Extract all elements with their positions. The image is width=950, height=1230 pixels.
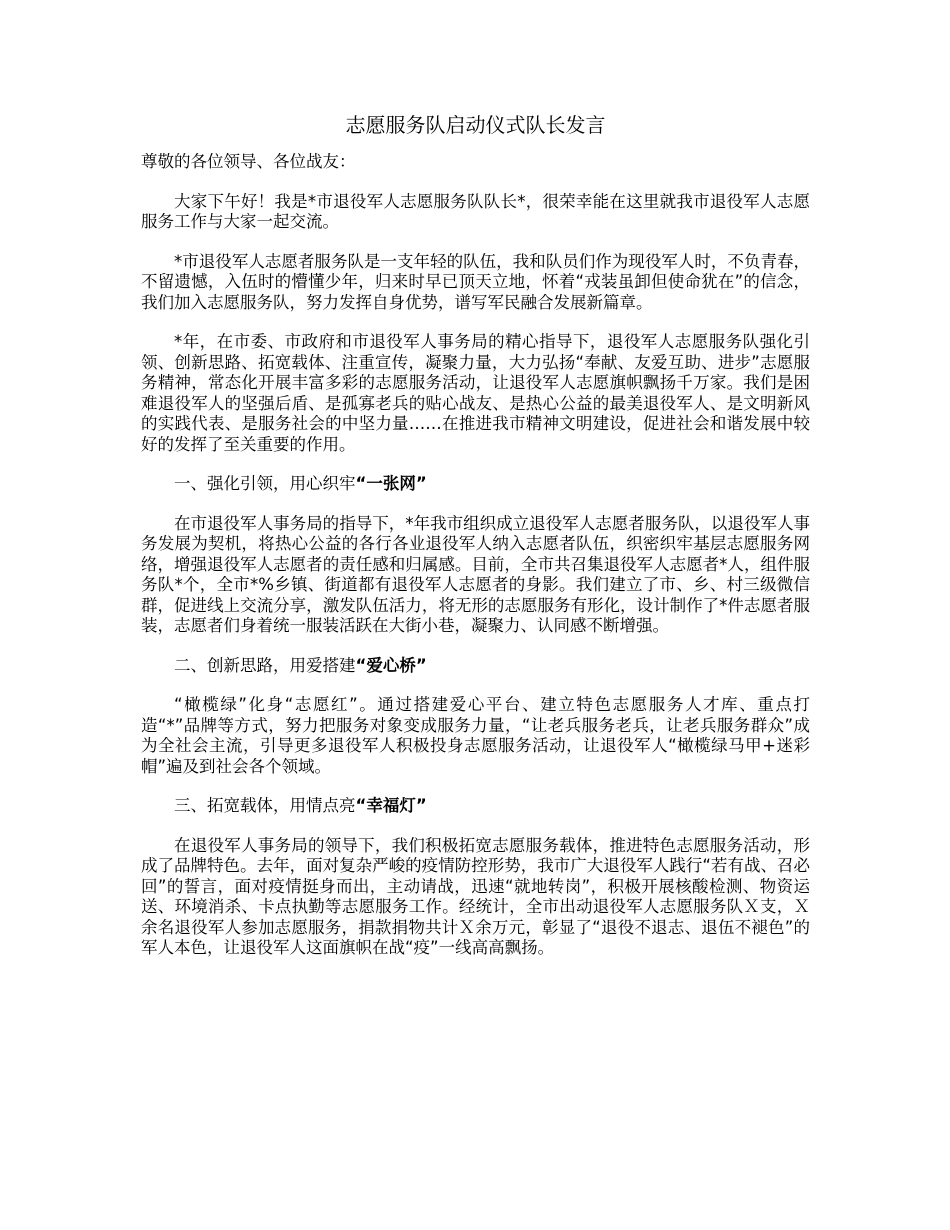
section-heading-1 (141, 474, 810, 495)
paragraph-greeting: 大家下午好！我是*市退役军人志愿服务队队长*，很荣幸能在这里就我市退役军人志愿服务工作与大家一起交流。 (141, 191, 810, 231)
section-heading-1-prefix: 一、强化引领，用心织牢 (174, 474, 356, 493)
section-heading-2-emphasis: “爱心桥” (355, 655, 427, 675)
paragraph-year-summary: *年，在市委、市政府和市退役军人事务局的精心指导下，退役军人志愿服务队强化引领、创新思路、拓宽载体、注重宣传，凝聚力量，大力弘扬“奉献、友爱互助、进步”志愿服务精神，常态化开展丰富多彩的志愿服务活动，让退役军人志愿旗帜飘扬千万家。我们是困难退役军人的坚强后盾、是孤寡老兵的贴心战友、是热心公益的最美退役军人、是文明新风的实践代表、是服务社会的中坚力量……在推进我市精神文明建设，促进社会和谐发展中较好的发挥了至关重要的作用。 (141, 332, 810, 454)
section-heading-1-emphasis: “一张网” (355, 474, 427, 493)
section-body-2: “橄榄绿”化身“志愿红”。通过搭建爱心平台、建立特色志愿服务人才库、重点打造“*”品牌等方式，努力把服务对象变成服务力量，“让老兵服务老兵，让老兵服务群众”成为全社会主流，引导更多退役军人积极投身志愿服务活动，让退役军人“橄榄绿马甲+迷彩帽”遍及到社会各个领域。 (141, 695, 810, 776)
paragraph-team-intro: *市退役军人志愿者服务队是一支年轻的队伍，我和队员们作为现役军人时，不负青春，不留遗憾，入伍时的懵懂少年，归来时早已顶天立地，怀着“戎装虽卸但使命犹在”的信念，我们加入志愿服务队，努力发挥自身优势，谱写军民融合发展新篇章。 (141, 251, 810, 312)
document-title: 志愿服务队启动仪式队长发言 (345, 113, 606, 137)
section-heading-2-prefix: 二、创新思路，用爱搭建 (174, 655, 356, 675)
section-body-1: 在市退役军人事务局的指导下，*年我市组织成立退役军人志愿者服务队，以退役军人事务发展为契机，将热心公益的各行各业退役军人纳入志愿者队伍，织密织牢基层志愿服务网络，增强退役军人志愿者的责任感和归属感。目前，全市共召集退役军人志愿者*人，组件服务队*个，全市*%乡镇、街道都有退役军人志愿者的身影。我们建立了市、乡、村三级微信群，促进线上交流分享，激发队伍活力，将无形的志愿服务有形化，设计制作了*件志愿者服装，志愿者们身着统一服装活跃在大街小巷，凝聚力、认同感不断增强。 (141, 513, 810, 635)
section-heading-3 (141, 796, 810, 817)
section-heading-3-emphasis: “幸福灯” (355, 796, 427, 815)
section-heading-3-prefix: 三、拓宽载体，用情点亮 (174, 796, 356, 815)
document-page (141, 110, 810, 978)
section-body-3: 在退役军人事务局的领导下，我们积极拓宽志愿服务载体，推进特色志愿服务活动，形成了品牌特色。去年，面对复杂严峻的疫情防控形势，我市广大退役军人践行“若有战、召必回”的誓言，面对疫情挺身而出，主动请战，迅速“就地转岗”，积极开展核酸检测、物资运送、环境消杀、卡点执勤等志愿服务工作。经统计，全市出动退役军人志愿服务队Ｘ支，Ｘ余名退役军人参加志愿服务，捐款捐物共计Ｘ余万元，彰显了“退役不退志、退伍不褪色”的军人本色，让退役军人这面旗帜在战“疫”一线高高飘扬。 (141, 835, 810, 957)
salutation: 尊敬的各位领导、各位战友： (141, 152, 356, 171)
section-heading-2 (141, 656, 810, 677)
